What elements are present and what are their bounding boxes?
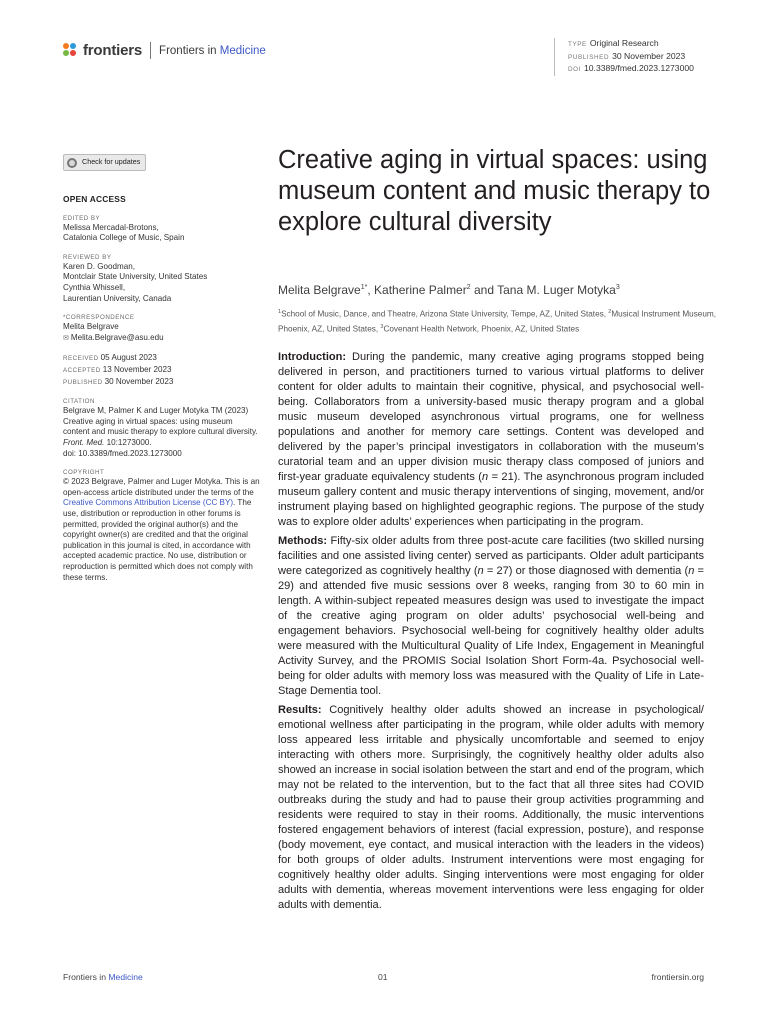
received-date: RECEIVED 05 August 2023 <box>63 353 157 363</box>
journal-header <box>63 42 266 59</box>
reviewer-line: Cynthia Whissell, <box>63 283 126 293</box>
meta-type: TYPE Original Research <box>568 38 659 48</box>
mail-icon: ✉ <box>63 334 69 342</box>
update-check-icon <box>67 158 77 168</box>
correspondence-name: Melita Belgrave <box>63 322 119 332</box>
footer-site-link[interactable]: frontiersin.org <box>651 972 704 982</box>
author-name[interactable]: Melita Belgrave <box>278 283 361 297</box>
reviewer-line: Montclair State University, United States <box>63 272 208 282</box>
correspondence-label: *CORRESPONDENCE <box>63 314 135 322</box>
journal-name[interactable]: Frontiers in Medicine <box>159 44 266 57</box>
reviewer-line: Laurentian University, Canada <box>63 293 172 303</box>
cc-by-license-link[interactable]: Creative Commons Attribution License (CC BY) <box>63 498 234 508</box>
accepted-date: ACCEPTED 13 November 2023 <box>63 365 172 375</box>
author-name[interactable]: Tana M. Luger Motyka <box>497 283 616 297</box>
article-meta <box>554 38 694 76</box>
sidebar <box>63 154 261 583</box>
check-for-updates-button[interactable]: Check for updates <box>63 154 146 171</box>
correspondence-email[interactable]: ✉ Melita.Belgrave@asu.edu <box>63 332 164 342</box>
open-access-label: OPEN ACCESS <box>63 194 126 205</box>
footer-journal[interactable]: Frontiers in Medicine <box>63 972 143 982</box>
edited-by-label: EDITED BY <box>63 214 101 222</box>
affiliations: $^1$School of Music, Dance, and Theatre, Arizona State University, Tempe, AZ, United States, $^2$Musical Instrument Museum, Phoenix, AZ, United States, $^3$Covenant Health Network, Phoenix, AZ, United States <box>278 309 716 334</box>
author-name[interactable]: Katherine Palmer <box>374 283 467 297</box>
reviewer-line: Karen D. Goodman, <box>63 261 135 271</box>
published-date: PUBLISHED 30 November 2023 <box>63 376 174 386</box>
affiliation: School of Music, Dance, and Theatre, Arizona State University, Tempe, AZ, United States, <box>281 309 609 319</box>
copyright-label: COPYRIGHT <box>63 469 105 477</box>
author-list: Melita Belgrave$^{1*}$, Katherine Palmer$^2$ and Tana M. Luger Motyka$^3$ <box>278 283 620 297</box>
citation-label: CITATION <box>63 398 95 406</box>
abstract <box>278 350 704 917</box>
article-title: Creative aging in virtual spaces: using museum content and music therapy to explore cultural diversity <box>278 146 711 236</box>
header-divider <box>150 42 151 59</box>
meta-doi[interactable]: DOI 10.3389/fmed.2023.1273000 <box>568 63 694 73</box>
frontiers-logo-icon <box>63 43 79 59</box>
citation-text: Belgrave M, Palmer K and Luger Motyka TM (2023) Creative aging in virtual spaces: using museum content and music therapy to explore cultural diversity. Front. Med. 10:1273000. doi: 10.3389/fmed.2023.1273000 <box>63 406 258 458</box>
edited-by-line: Melissa Mercadal-Brotons, <box>63 222 159 232</box>
article-dates <box>63 353 261 388</box>
edited-by-line: Catalonia College of Music, Spain <box>63 233 185 243</box>
abstract-methods: Methods: Fifty-six older adults from three post-acute care facilities (two skilled nursing facilities and one assisted living center) served as participants. Older adult participants were categorized as cognitively healthy (n = 27) or those diagnosed with dementia (n = 29) and attended five music sessions over 8 weeks, ranging from 30 to 60 min in length. A within-subject repeated measures design was used to investigate the impact of the creative aging program on older adults’ psychosocial well-being and engagement behaviors. Psychosocial well-being for cognitively healthy older adults were measured with the Multicultural Quality of Life Index, Engagement in Meaningful Activity Survey, and the PROMIS Social Isolation Short Form-4a. Psychosocial well-being for older adults with memory loss was measured with the Quality of Life in Late-Stage Dementia tool. <box>278 535 704 697</box>
affiliation: Covenant Health Network, Phoenix, AZ, United States <box>383 324 580 334</box>
brand-name[interactable]: frontiers <box>83 42 143 59</box>
abstract-results: Results: Cognitively healthy older adults showed an increase in psychological/ emotional wellness after participating in the program, while older adults with memory loss appeared less irritable and physically uncomfortable and seemed to enjoy interacting with others more. Surprisingly, the cognitively healthy older adults also showed an increase in social isolation between the start and end of the program, which may not be related to the intervention, but to the fact that all three sites had COVID outbreaks during the study and had to pause their group activities programming and residents were required to stay in their rooms. Additionally, the music interventions fostered engagement behaviors of interest (facial expression, posture), and response (body movement, eye contact, and musical interaction with the leaders in the videos) for both groups of older adults. Instrument interventions were most engaging for cognitively healthy older adults. Singing interventions were most engaging for older adults with dementia, whereas movement interventions were less engaging for older adults with dementia. <box>278 704 704 911</box>
meta-published: PUBLISHED 30 November 2023 <box>568 50 686 61</box>
affiliation: Musical Instrument Museum, Phoenix, AZ, United States, <box>278 309 716 334</box>
abstract-introduction: Introduction: During the pandemic, many creative aging programs stopped being delivered in person, and practitioners turned to various virtual platforms to deliver content for older adults to maintain their cognitive, physical, and psychosocial well-being. Collaborators from a university-based music therapy program and a global music museum developed asynchronous virtual programs, one for wellness populations and another for memory care settings. Content was developed and delivered by the paper’s principal investigators in collaboration with the museum’s curatorial team and an upper division music therapy class composed of juniors and first-year graduate equivalency students (n = 21). The asynchronous program included museum gallery content and music therapy interventions of singing, movement, and/or instrument playing based on highlighted geographic regions. The purpose of the study was to explore older adults’ experiences when participating in the program. <box>278 351 704 528</box>
copyright-text: © 2023 Belgrave, Palmer and Luger Motyka. This is an open-access article distributed under the terms of the Creative Commons Attribution License (CC BY). The use, distribution or reproduction in other forums is permitted, provided the original author(s) and the copyright owner(s) are credited and that the original publication in this journal is cited, in accordance with accepted academic practice. No use, distribution or reproduction is permitted which does not comply with these terms. <box>63 477 260 582</box>
reviewed-by-label: REVIEWED BY <box>63 253 112 261</box>
page-number: 01 <box>378 972 388 982</box>
